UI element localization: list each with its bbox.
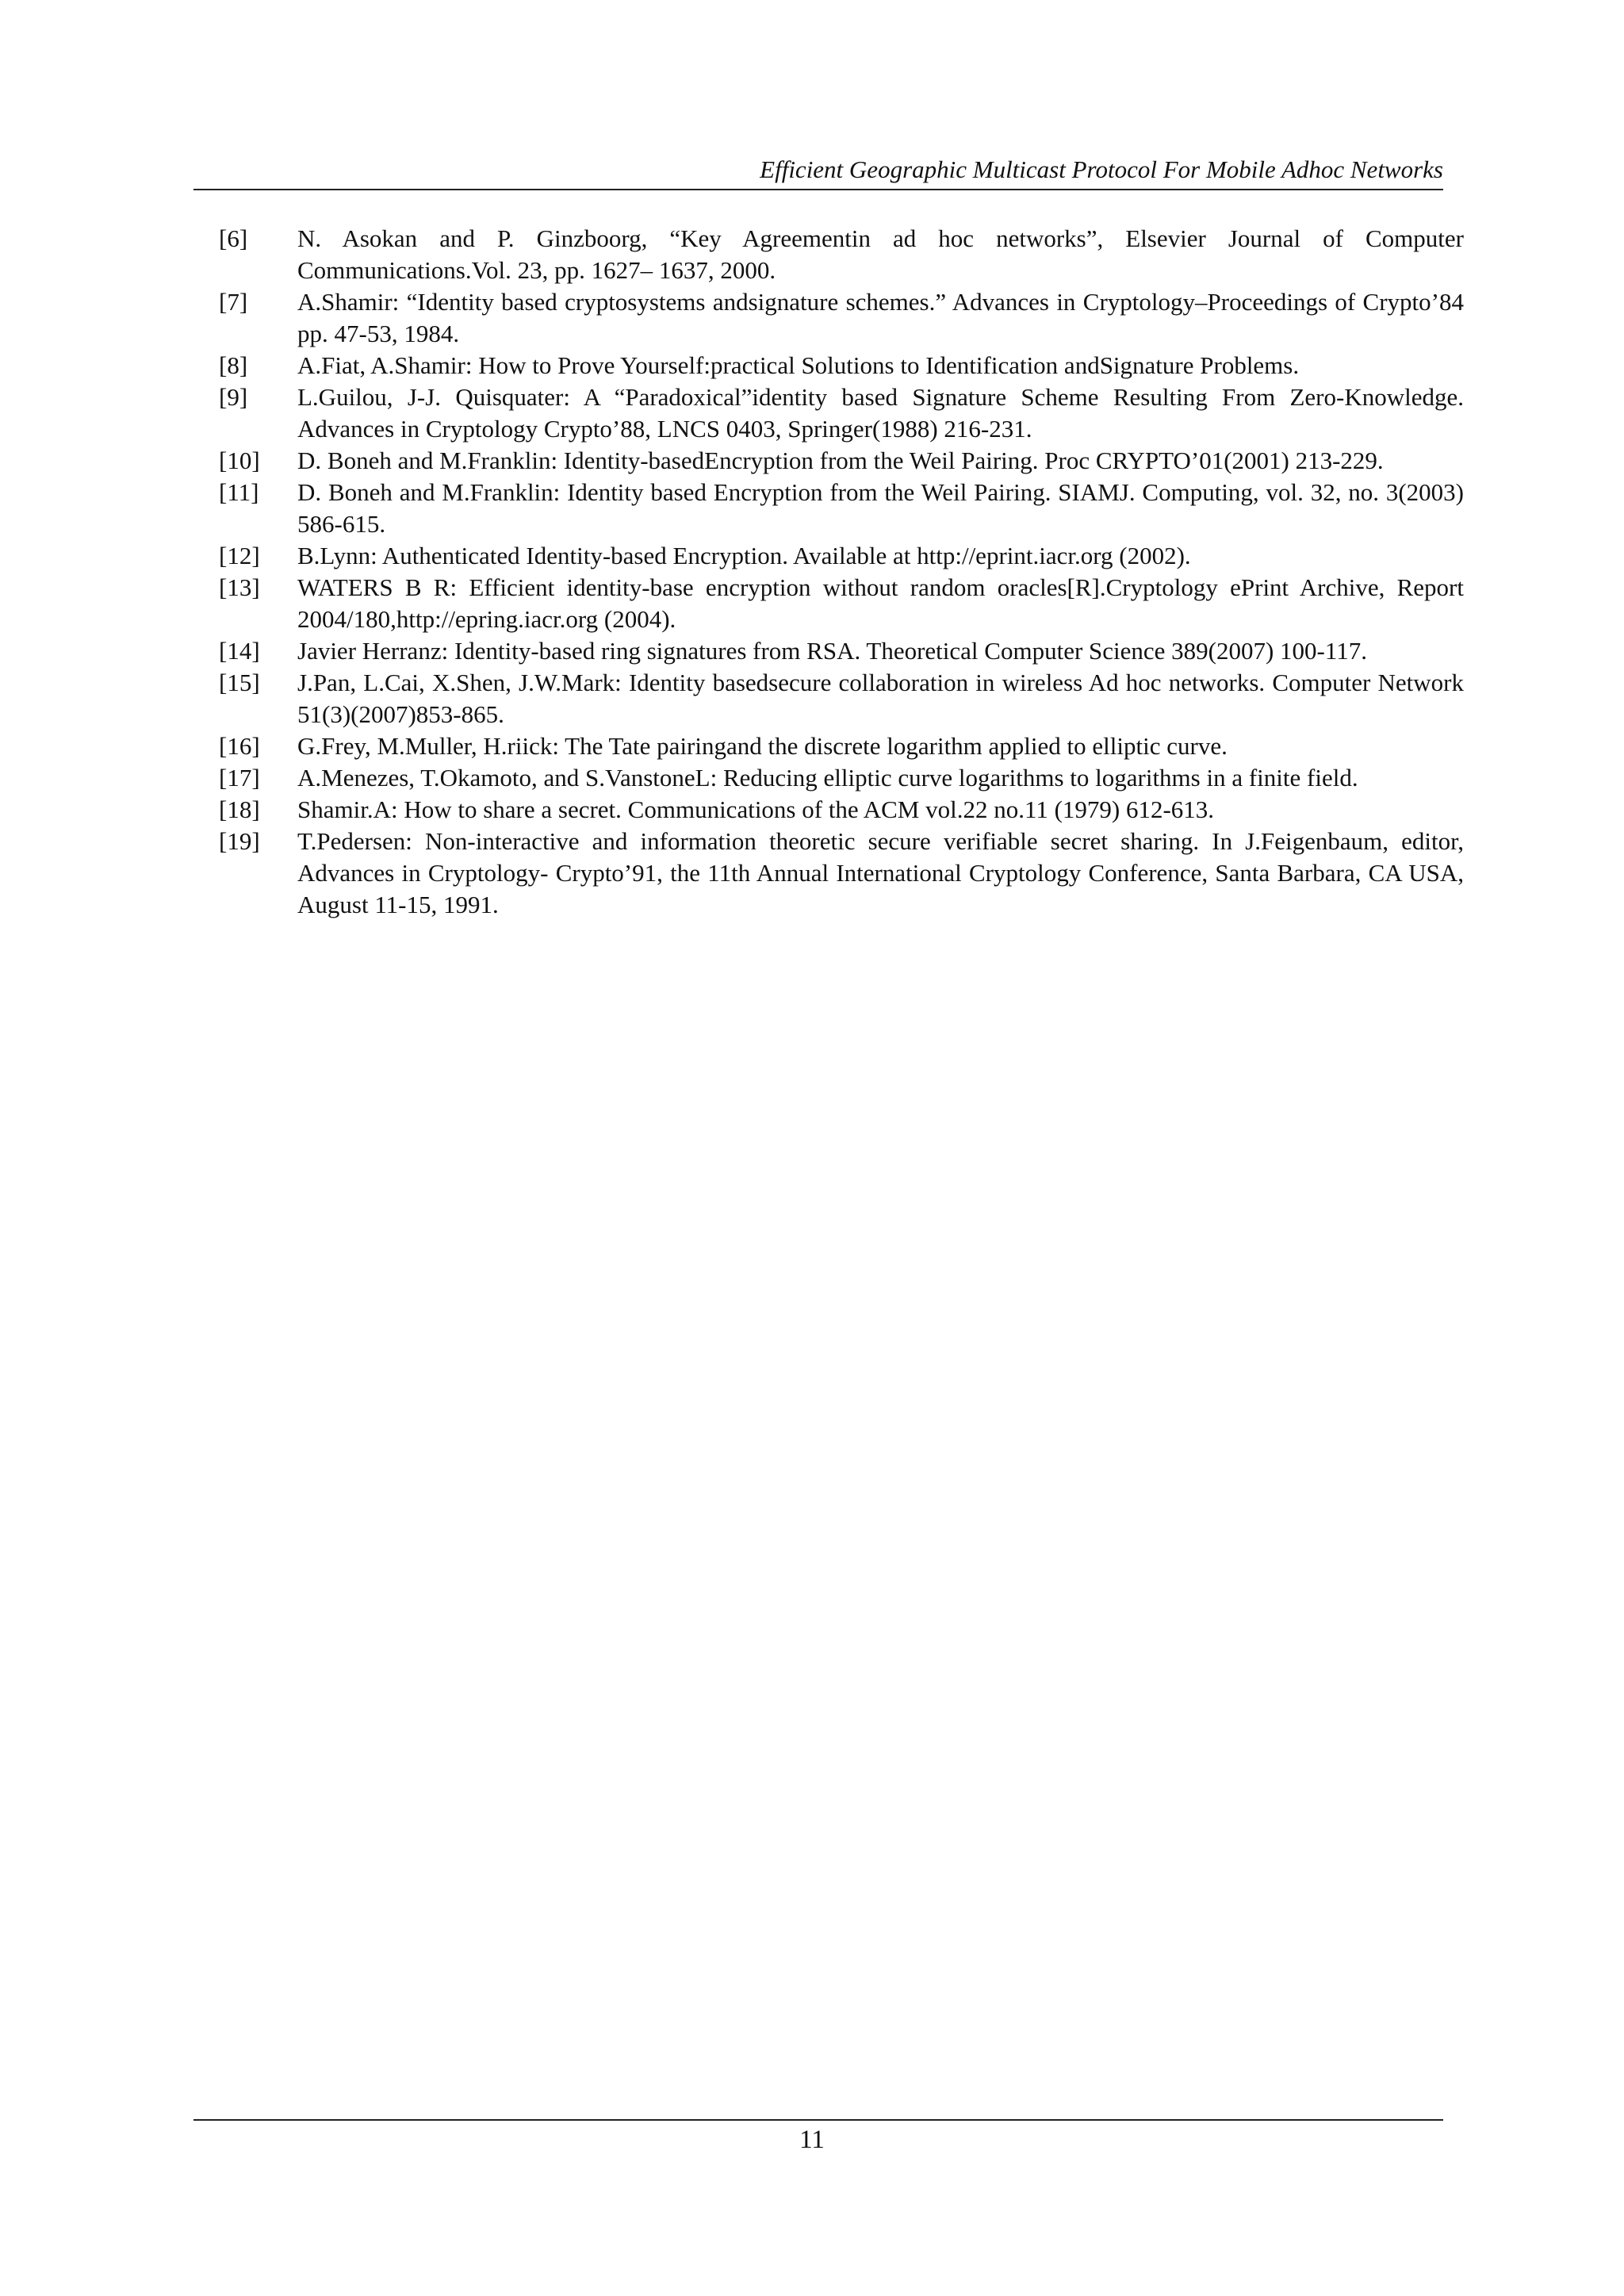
reference-number: [8] [219,351,248,379]
running-header-title: Efficient Geographic Multicast Protocol For Mobile Adhoc Networks [760,155,1443,183]
reference-text: Javier Herranz: Identity-based ring signatures from RSA. Theoretical Computer Science 389(2007) 100-117. [297,637,1367,665]
reference-item [219,826,1464,921]
reference-text: L.Guilou, J-J. Quisquater: A “Paradoxical”identity based Signature Scheme Resulting From Zero-Knowledge. Advances in Cryptology Crypto’88, LNCS 0403, Springer(1988) 216-231. [297,383,1464,443]
reference-text: D. Boneh and M.Franklin: Identity-basedEncryption from the Weil Pairing. Proc CRYPTO’01(2001) 213-229. [297,447,1384,474]
reference-number: [13] [219,573,260,601]
reference-number: [18] [219,795,260,823]
reference-item [219,635,1464,667]
reference-number: [9] [219,383,248,411]
reference-number: [12] [219,542,260,569]
reference-item [219,762,1464,794]
reference-item [219,223,1464,286]
page-number: 11 [799,2125,825,2154]
reference-text: N. Asokan and P. Ginzboorg, “Key Agreementin ad hoc networks”, Elsevier Journal of Computer Communications.Vol. 23, pp. 1627– 1637, 2000. [297,224,1464,284]
reference-text: Shamir.A: How to share a secret. Communications of the ACM vol.22 no.11 (1979) 612-613. [297,795,1215,823]
footer-rule [193,2119,1443,2121]
reference-text: B.Lynn: Authenticated Identity-based Encryption. Available at http://eprint.iacr.org (2002). [297,542,1191,569]
header-rule [193,189,1443,190]
reference-number: [7] [219,288,248,316]
reference-number: [6] [219,224,248,252]
reference-item [219,381,1464,445]
reference-item [219,730,1464,762]
reference-list [219,223,1464,921]
reference-text: A.Fiat, A.Shamir: How to Prove Yourself:practical Solutions to Identification andSignature Problems. [297,351,1300,379]
reference-text: WATERS B R: Efficient identity-base encryption without random oracles[R].Cryptology ePrint Archive, Report 2004/180,http://epring.iacr.org (2004). [297,573,1464,633]
reference-number: [16] [219,732,260,760]
reference-item [219,445,1464,477]
reference-item [219,667,1464,730]
reference-text: A.Menezes, T.Okamoto, and S.VanstoneL: Reducing elliptic curve logarithms to logarithms in a finite field. [297,764,1358,792]
reference-number: [14] [219,637,260,665]
reference-item [219,572,1464,635]
reference-text: T.Pedersen: Non-interactive and information theoretic secure verifiable secret sharing. In J.Feigenbaum, editor, Advances in Cryptology- Crypto’91, the 11th Annual International Cryptology Conference, Santa Barbara, CA USA, August 11-15, 1991. [297,827,1464,918]
reference-text: D. Boneh and M.Franklin: Identity based Encryption from the Weil Pairing. SIAMJ. Computing, vol. 32, no. 3(2003) 586-615. [297,478,1464,538]
reference-number: [17] [219,764,260,792]
reference-text: G.Frey, M.Muller, H.riick: The Tate pairingand the discrete logarithm applied to elliptic curve. [297,732,1228,760]
reference-text: J.Pan, L.Cai, X.Shen, J.W.Mark: Identity basedsecure collaboration in wireless Ad hoc networks. Computer Network 51(3)(2007)853-865. [297,669,1464,728]
reference-item [219,540,1464,572]
reference-number: [19] [219,827,260,855]
reference-number: [15] [219,669,260,696]
reference-number: [11] [219,478,259,506]
reference-number: [10] [219,447,260,474]
reference-item [219,477,1464,540]
reference-text: A.Shamir: “Identity based cryptosystems andsignature schemes.” Advances in Cryptology–Proceedings of Crypto’84 pp. 47-53, 1984. [297,288,1464,347]
reference-item [219,350,1464,381]
reference-item [219,794,1464,826]
reference-item [219,286,1464,350]
